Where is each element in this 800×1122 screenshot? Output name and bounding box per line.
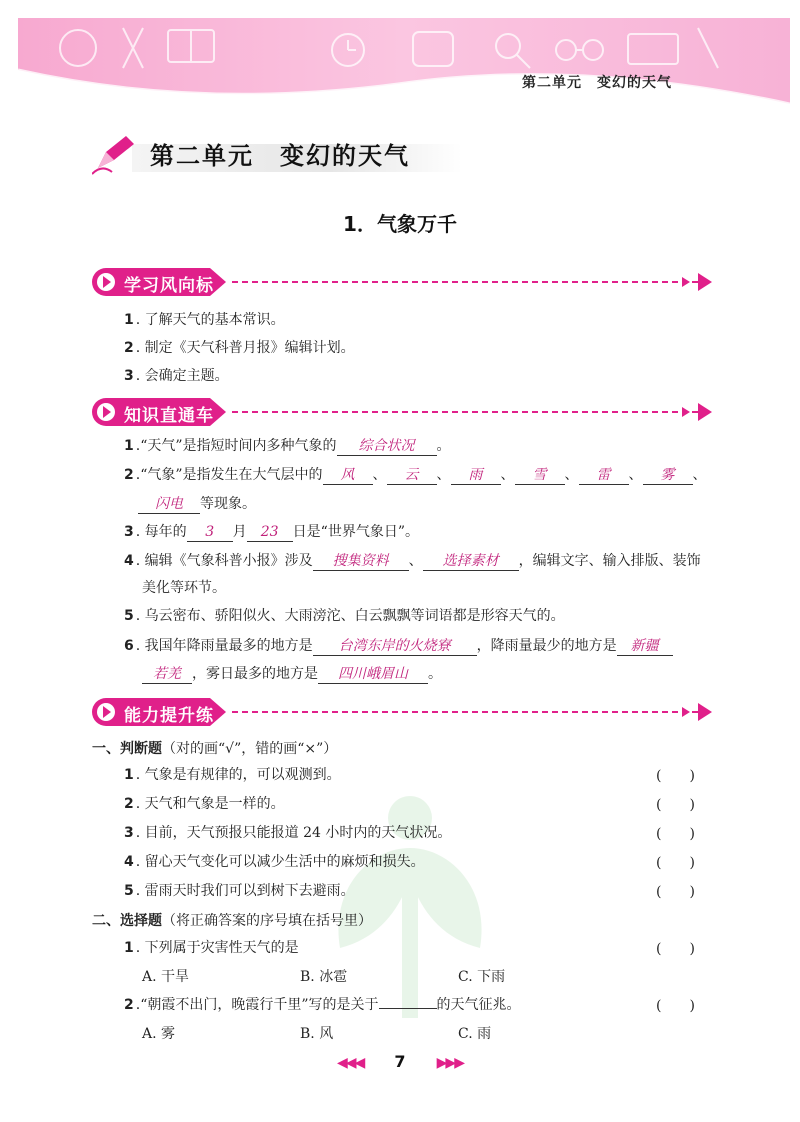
running-title: 第二单元 变幻的天气 (522, 75, 672, 91)
section-header-knowledge (92, 398, 712, 426)
knowledge-item-cont: 美化等环节。 (142, 580, 226, 596)
answer-parentheses[interactable]: ( ) (656, 998, 695, 1014)
fill-blank[interactable] (379, 1008, 437, 1009)
answer-parentheses[interactable]: ( ) (656, 884, 695, 900)
answer-blank: 综合状况 (337, 437, 437, 456)
option-a: A. 干旱 (142, 969, 190, 985)
choice-question: 1 . 下列属于灾害性天气的是 (124, 940, 299, 956)
option-c: C. 下雨 (458, 969, 506, 985)
arrow-icon (682, 277, 690, 287)
arrow-icon (682, 407, 690, 417)
unit-heading (92, 130, 472, 176)
answer-parentheses[interactable]: ( ) (656, 797, 695, 813)
header-banner (18, 18, 790, 104)
section-header-practice (92, 698, 712, 726)
page-number: 7 (394, 1052, 406, 1071)
part2-title: 二、选择题（将正确答案的序号填在括号里） (92, 913, 372, 929)
knowledge-item: 4 . 编辑《气象科普小报》涉及 搜集资料 、 选择素材 ，编辑文字、输入排版、装饰 (124, 553, 701, 569)
knowledge-item-cont: 若羌 ，雾日最多的地方是 四川峨眉山 。 (142, 664, 442, 684)
option-b: B. 冰雹 (300, 969, 348, 985)
section-label: 知识直通车 (124, 406, 214, 426)
goal-item: 2 . 制定《天气科普月报》编辑计划。 (124, 340, 355, 356)
answer-parentheses[interactable]: ( ) (656, 768, 695, 784)
lesson-title: 1．气象万千 (343, 212, 457, 236)
section-header-goals (92, 268, 712, 296)
choice-question: 2 .“朝霞不出门，晚霞行千里”写的是关于 的天气征兆。 (124, 997, 521, 1013)
knowledge-item-cont: 闪电 等现象。 (124, 494, 256, 514)
section-tab (92, 268, 232, 296)
knowledge-item: 1 .“天气”是指短时间内多种气象的 综合状况 。 (124, 438, 451, 454)
judgment-item: 4 . 留心天气变化可以减少生活中的麻烦和损失。 (124, 854, 425, 870)
answer-parentheses[interactable]: ( ) (656, 855, 695, 871)
judgment-item: 5 . 雷雨天时我们可以到树下去避雨。 (124, 883, 355, 899)
arrow-icon (698, 403, 712, 421)
arrow-icon (682, 707, 690, 717)
goal-item: 3 . 会确定主题。 (124, 368, 229, 384)
judgment-item: 3 . 目前，天气预报只能报道 24 小时内的天气状况。 (124, 825, 452, 841)
pen-icon (92, 130, 142, 176)
answer-parentheses[interactable]: ( ) (656, 826, 695, 842)
answer-parentheses[interactable]: ( ) (656, 941, 695, 957)
dashed-divider (232, 711, 698, 713)
judgment-item: 1 . 气象是有规律的，可以观测到。 (124, 767, 341, 783)
knowledge-item: 5 . 乌云密布、骄阳似火、大雨滂沱、白云飘飘等词语都是形容天气的。 (124, 608, 565, 624)
dashed-divider (232, 411, 698, 413)
right-arrows-icon: ▶▶▶ (436, 1055, 463, 1071)
dashed-divider (232, 281, 698, 283)
section-tab (92, 698, 232, 726)
section-label: 学习风向标 (124, 276, 214, 296)
judgment-item: 2 . 天气和气象是一样的。 (124, 796, 285, 812)
option-b: B. 风 (300, 1026, 334, 1042)
knowledge-item: 3 . 每年的 3 月 23 日是“世界气象日”。 (124, 524, 419, 540)
left-arrows-icon: ◀◀◀ (337, 1055, 364, 1071)
goal-item: 1 . 了解天气的基本常识。 (124, 312, 285, 328)
page-footer (0, 1052, 800, 1071)
part1-title: 一、判断题（对的画“√”，错的画“×”） (92, 741, 338, 757)
header-decoration (18, 18, 790, 104)
option-a: A. 雾 (142, 1026, 176, 1042)
knowledge-item: 2 .“气象”是指发生在大气层中的 风 、 云 、 雨 、 雪 、 雷 、 雾 、 (124, 467, 707, 483)
unit-title: 第二单元 变幻的天气 (150, 142, 410, 170)
section-label: 能力提升练 (124, 706, 214, 726)
arrow-icon (698, 273, 712, 291)
option-c: C. 雨 (458, 1026, 492, 1042)
section-tab (92, 398, 232, 426)
arrow-icon (698, 703, 712, 721)
knowledge-item: 6 . 我国年降雨量最多的地方是 台湾东岸的火烧寮 ，降雨量最少的地方是 新疆 (124, 636, 673, 656)
